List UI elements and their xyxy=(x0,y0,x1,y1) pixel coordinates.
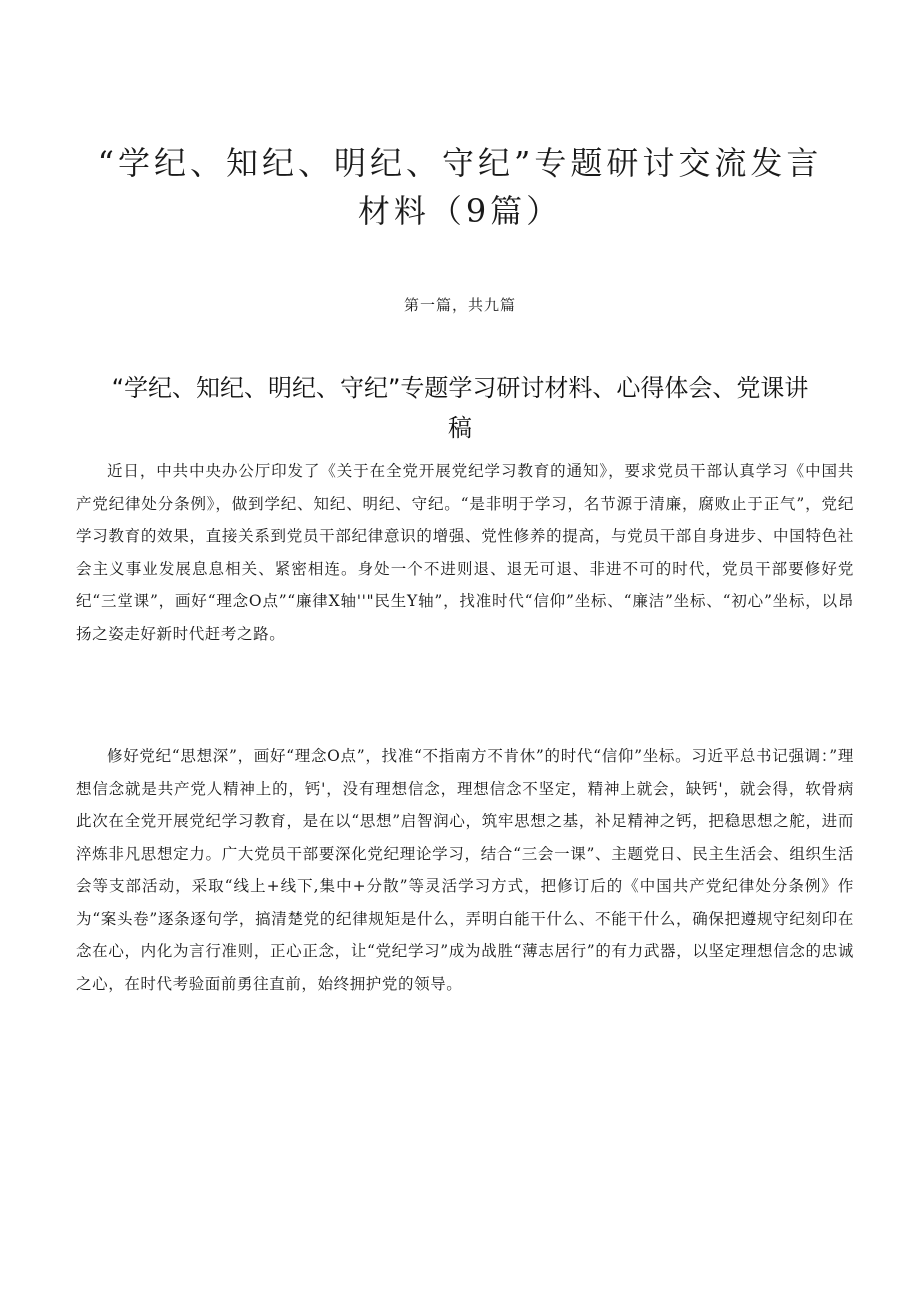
section-title: “学纪、知纪、明纪、守纪”专题学习研讨材料、心得体会、党课讲稿 xyxy=(111,373,809,442)
section-label: 第一篇，共九篇 xyxy=(403,296,516,314)
document-title: “学纪、知纪、明纪、守纪”专题研讨交流发言材料（9篇） xyxy=(97,144,823,231)
body-paragraph-1: 近日，中共中央办公厅印发了《关于在全党开展党纪学习教育的通知》，要求党员干部认真学习《中国共产党纪律处分条例》，做到学纪、知纪、明纪、守纪。“是非明于学习，名节源于清廉，腐败止于正气”，党纪学习教育的效果，直接关系到党员干部纪律意识的增强、党性修养的提高，与党员干部自身进步、中国特色社会主义事业发展息息相关、紧密相连。身处一个不进则退、退无可退、非进不可的时代，党员干部要修好党纪“三堂课”，画好“理念O点”“廉律X轴''"民生Y轴”，找准时代“信仰”坐标、“廉洁”坐标、“初心”坐标，以昂扬之姿走好新时代赶考之路。 xyxy=(76,462,854,643)
body-paragraph-2: 修好党纪“思想深”，画好“理念O点”，找准“不指南方不肯休”的时代“信仰”坐标。习近平总书记强调：”理想信念就是共产党人精神上的，钙'，没有理想信念，理想信念不坚定，精神上就会，缺钙'，就会得，软骨病此次在全党开展党纪学习教育，是在以“思想”启智润心，筑牢思想之基，补足精神之钙，把稳思想之舵，进而淬炼非凡思想定力。广大党员干部要深化党纪理论学习，结合“三会一课”、主题党日、民主生活会、组织生活会等支部活动，采取“线上+线下,集中+分散”等灵活学习方式，把修订后的《中国共产党纪律处分条例》作为“案头卷”逐条逐句学，搞清楚党的纪律规矩是什么，弄明白能干什么、不能干什么，确保把遵规守纪刻印在念在心，内化为言行准则，正心正念，让“党纪学习”成为战胜“薄志居行”的有力武器，以坚定理想信念的忠诚之心，在时代考验面前勇往直前，始终拥护党的领导。 xyxy=(76,747,854,993)
